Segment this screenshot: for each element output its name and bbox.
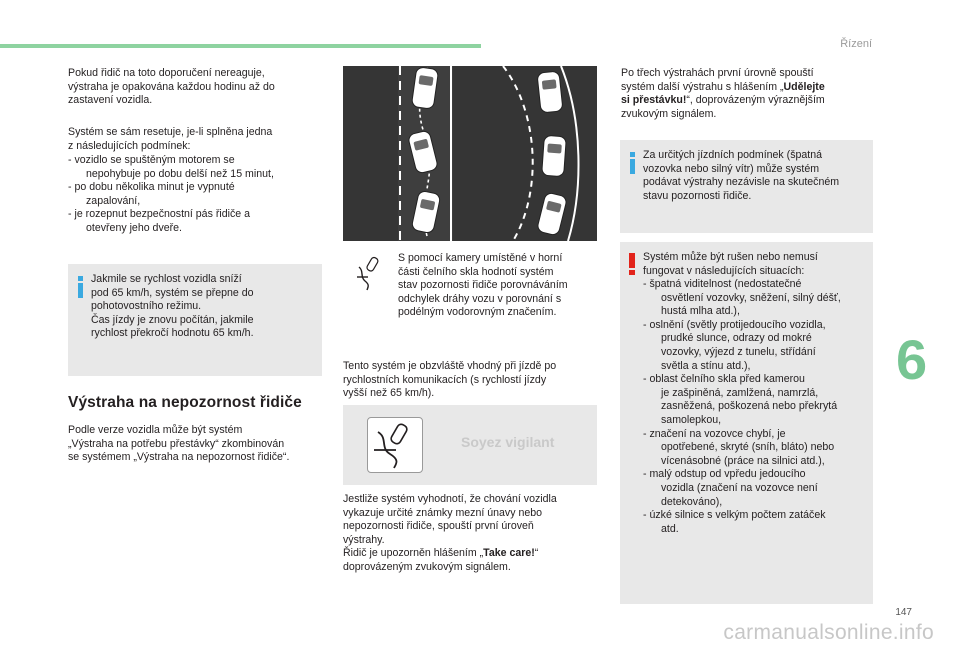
page-number: 147 xyxy=(895,607,912,618)
list-item: - je rozepnut bezpečnostní pás řidiče a otevřeny jeho dveře. xyxy=(68,208,250,234)
list-item: - oblast čelního skla před kamerou je zašpiněná, zamlžená, namrzlá, zasněžená, poškozená nebo překrytá samolepkou, xyxy=(643,373,838,426)
col3-paragraph-1 xyxy=(621,67,881,121)
col1-paragraph-1: Pokud řidič na toto doporučení nereaguje, výstraha je opakována každou hodinu až do zastavení vozidla. xyxy=(68,67,275,107)
col1-paragraph-2: Systém se sám resetuje, je-li splněna jedna z následujících podmínek: xyxy=(68,126,273,152)
info-box-conditions xyxy=(620,140,873,233)
warning-list xyxy=(634,278,872,536)
text-run: Po třech výstrahách první úrovně spouští systém další výstrahu s hlášením „ xyxy=(621,67,814,93)
attention-warning-icon xyxy=(367,417,423,473)
warning-exclamation-icon xyxy=(629,253,635,275)
list-item: - po dobu několika minut je vypnuté zapalování, xyxy=(68,181,235,207)
warning-display-panel xyxy=(343,405,597,485)
warning-box xyxy=(620,242,873,604)
info-icon xyxy=(630,152,635,174)
col1-paragraph-3: Podle verze vozidla může být systém „Výstraha na potřebu přestávky“ zkombinován se systémem „Výstraha na nepozornost řidiče“. xyxy=(68,424,290,464)
camera-description: S pomocí kamery umístěné v horní části čelního skla hodnotí systém stav pozornosti řidiče porovnáváním odchylek dráhy vozu v porovnání s podélným vodorovným značením. xyxy=(398,252,568,319)
chapter-number: 6 xyxy=(896,328,928,391)
road-diagram xyxy=(343,66,597,241)
list-item: - úzké silnice s velkým počtem zatáček atd. xyxy=(643,509,826,535)
watermark: carmanualsonline.info xyxy=(723,621,934,644)
lane-drift-illustration xyxy=(343,66,597,241)
info-box-text: Jakmile se rychlost vozidla sníží pod 65 km/h, systém se přepne do pohotovostního režimu. Čas jízdy je znovu počítán, jakmile rychlost překročí hodnotu 65 km/h. xyxy=(91,273,254,340)
col2-paragraph-1: Tento systém je obzvláště vhodný při jízdě po rychlostních komunikacích (s rychlostí jízdy vyšší než 65 km/h). xyxy=(343,360,557,400)
alert-message-take-a-break: Udělejte si přestávku! xyxy=(621,80,825,107)
list-item: - malý odstup od vpředu jedoucího vozidla (značení na vozovce není detekováno), xyxy=(643,468,818,508)
display-message: Soyez vigilant xyxy=(461,434,555,450)
col2-paragraph-2 xyxy=(343,493,608,575)
warning-intro: Systém může být rušen nebo nemusí fungovat v následujících situacích: xyxy=(643,251,818,277)
info-icon xyxy=(78,276,83,298)
list-item: - špatná viditelnost (nedostatečné osvětlení vozovky, sněžení, silný déšť, hustá mlha atd.), xyxy=(643,278,841,318)
alert-message-take-care: Take care! xyxy=(483,547,535,560)
text-run: “ doprovázeným zvukovým signálem. xyxy=(343,547,539,573)
info-box-speed xyxy=(68,264,322,376)
text-run: “, doprovázeným výraznějším zvukovým signálem. xyxy=(621,94,825,120)
list-item: - oslnění (světly protijedoucího vozidla, prudké slunce, odrazy od mokré vozovky, výjezd z tunelu, střídání světla a stínu atd.), xyxy=(643,318,826,372)
text-run: Jestliže systém vyhodnotí, že chování vozidla vykazuje určité známky mezní únavy nebo nepozornosti řidiče, spouští první úroveň výstrahy. Řidič je upozorněn hlášením „ xyxy=(343,493,557,560)
reset-conditions-list xyxy=(59,154,339,236)
header-accent-bar xyxy=(0,44,481,48)
section-heading: Výstraha na nepozornost řidiče xyxy=(68,394,302,411)
list-item: - značení na vozovce chybí, je opotřebené, skryté (sníh, bláto) nebo vícenásobné (práce na silnici atd.), xyxy=(643,427,835,467)
section-title: Řízení xyxy=(840,38,872,50)
info-box-text: Za určitých jízdních podmínek (špatná vozovka nebo silný vítr) může systém podávat výstrahy nezávisle na skutečném stavu pozornosti řidiče. xyxy=(643,149,840,202)
lane-camera-icon xyxy=(355,255,385,291)
list-item: - vozidlo se spuštěným motorem se nepohybuje po dobu delší než 15 minut, xyxy=(68,154,274,180)
